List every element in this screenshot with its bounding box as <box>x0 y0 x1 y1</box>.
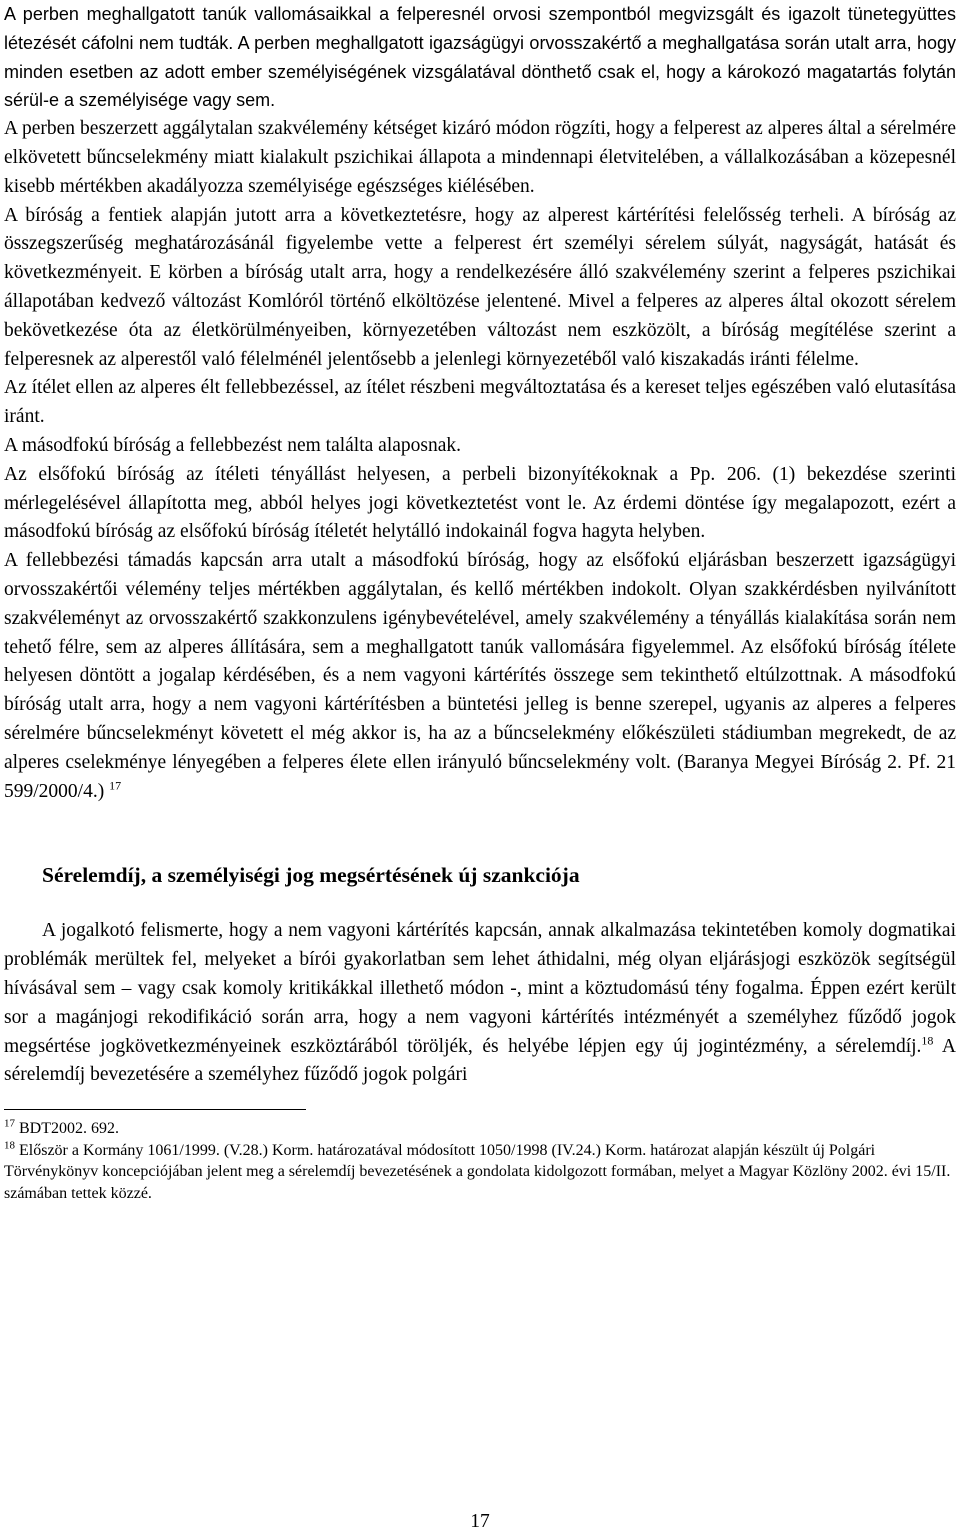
footnote-17 <box>4 1118 956 1140</box>
footnote-text: Először a Kormány 1061/1999. (V.28.) Korm. határozatával módosított 1050/1998 (IV.24.) Korm. határozat alapján készült új Polgári Törvénykönyv koncepciójában jelent meg a sérelemdíj bevezetésének a gondolata kidolgozott formában, melyet a Magyar Közlöny 2002. évi 15/II. számában tettek közzé. <box>4 1141 951 1202</box>
footnote-text: BDT2002. 692. <box>19 1120 119 1138</box>
footnote-number: 17 <box>4 1117 15 1130</box>
section-heading: Sérelemdíj, a személyiségi jog megsértésének új szankciója <box>42 863 580 888</box>
footnotes <box>4 1118 956 1204</box>
paragraph-legislator-text: A jogalkotó felismerte, hogy a nem vagyoni kártérítés kapcsán, annak alkalmazása tekintetében komoly dogmatikai problémák merültek fel, melyeket a bírói gyakorlatban sem lehet áthidalni, még olyan eljárásjogi eszközök segítségül hívásával sem – vagy csak komoly kritikákkal illethető módon -, mint a köztudomású tény fogalma. Éppen ezért került sor a magánjogi rekodifikáció során arra, hogy a nem vagyoni kártérítés intézményét a személyhez fűződő jogok megsértése jogkövetkezményeinek eszköztárából töröljék, és helyébe lépjen egy új jogintézmény, a sérelemdíj. <box>4 920 956 1057</box>
paragraph-legislator-tail: A sérelemdíj bevezetésére a személyhez fűződő jogok polgári <box>4 1035 956 1086</box>
footnote-18 <box>4 1140 956 1205</box>
paragraph-second-instance: A másodfokú bíróság a fellebbezést nem találta alaposnak. <box>4 434 462 456</box>
footnote-ref-18[interactable]: 18 <box>921 1033 934 1047</box>
paragraph-witnesses: A perben meghallgatott tanúk vallomásaikkal a felperesnél orvosi szempontból megvizsgált és igazolt tünetegyüttes létezését cáfolni nem tudták. A perben meghallgatott igazságügyi orvosszakértő a meghallgatása során utalt arra, hogy minden esetben az adott ember személyiségének vizsgálatával dönthető csak el, hogy a károkozó magatartás folytán sérül-e a személyisége vagy sem. <box>4 4 956 111</box>
paragraph-appeal-argument <box>4 547 956 806</box>
paragraph-first-instance-findings: Az elsőfokú bíróság az ítéleti tényállást helyesen, a perbeli bizonyítékoknak a Pp. 206. (1) bekezdése szerinti mérlegelésével állapította meg, abból helyes jogi következtetést vont le. Az érdemi döntése így megalapozott, ezért a másodfokú bíróság az elsőfokú bíróság ítéletét helytálló indokainál fogva hagyta helyben. <box>4 463 956 543</box>
paragraph-expert-opinion: A perben beszerzett aggálytalan szakvélemény kétséget kizáró módon rögzíti, hogy a felperest az alperes által a sérelmére elkövetett bűncselekmény miatt kialakult pszichikai állapota a mindennapi életvitelében, a vállalkozásában a közepesnél kisebb mértékben akadályozza személyisége egészséges kiélésében. <box>4 118 956 197</box>
paragraph-court-liability: A bíróság a fentiek alapján jutott arra a következtetésre, hogy az alperest kártérítési felelősség terheli. A bíróság az összegszerűség meghatározásánál figyelembe vette a felperest ért személyi sérelem súlyát, nagyságát, hatását és következményeit. E körben a bíróság utalt arra, hogy a rendelkezésére álló szakvélemény szerint a felperes pszichikai állapotában kedvező változást Komlóról történő elköltözése jelentené. Mivel a felperes az alperes által okozott sérelem bekövetkezése óta az életkörülményeiben, környezetében változást nem eszközölt, a bíróság megítélése szerint a felperesnek az alperestől való félelménél jelentősebb a jelenlegi környezetéből való kiszakadás iránti félelme. <box>4 204 956 370</box>
footnote-number: 18 <box>4 1139 15 1152</box>
footnote-ref-17[interactable]: 17 <box>109 778 122 793</box>
document-page <box>4 0 956 1204</box>
paragraph-legislator <box>4 917 956 1090</box>
paragraph-appeal-argument-text: A fellebbezési támadás kapcsán arra utalt a másodfokú bíróság, hogy az elsőfokú eljárásban beszerzett igazságügyi orvosszakértői vélemény teljes mértékben aggálytalan, és kellő mértékben indokolt. Olyan szakkérdésben nyilvánított szakvéleményt az orvosszakértő szakkonzulens igénybevételével, amely szakvélemény a tényállás kialakítása során nem tehető félre, sem az alperes állítására, sem a meghallgatott tanúk vallomására figyelemmel. Az elsőfokú bíróság ítélete helyesen döntött a jogalap kérdésében, és a nem vagyoni kártérítés összege sem tekinthető eltúlzottnak. A másodfokú bíróság utalt arra, hogy a nem vagyoni kártérítésben a büntetési jelleg is benne szerepel, ugyanis az alperes a felperes sérelmére bűncselekményt követett el még akkor is, ha az a bűncselekmény előkészületi stádiumban megrekedt, de az alperes cselekménye lényegében a felperes élete ellen irányuló bűncselekmény volt. (Baranya Megyei Bíróság 2. Pf. 21 599/2000/4.) <box>4 550 956 802</box>
footnote-separator <box>4 1109 306 1110</box>
paragraph-appeal: Az ítélet ellen az alperes élt fellebbezéssel, az ítélet részbeni megváltoztatása és a kereset teljes egészében való elutasítása iránt. <box>4 377 956 428</box>
page-number: 17 <box>470 1511 490 1532</box>
